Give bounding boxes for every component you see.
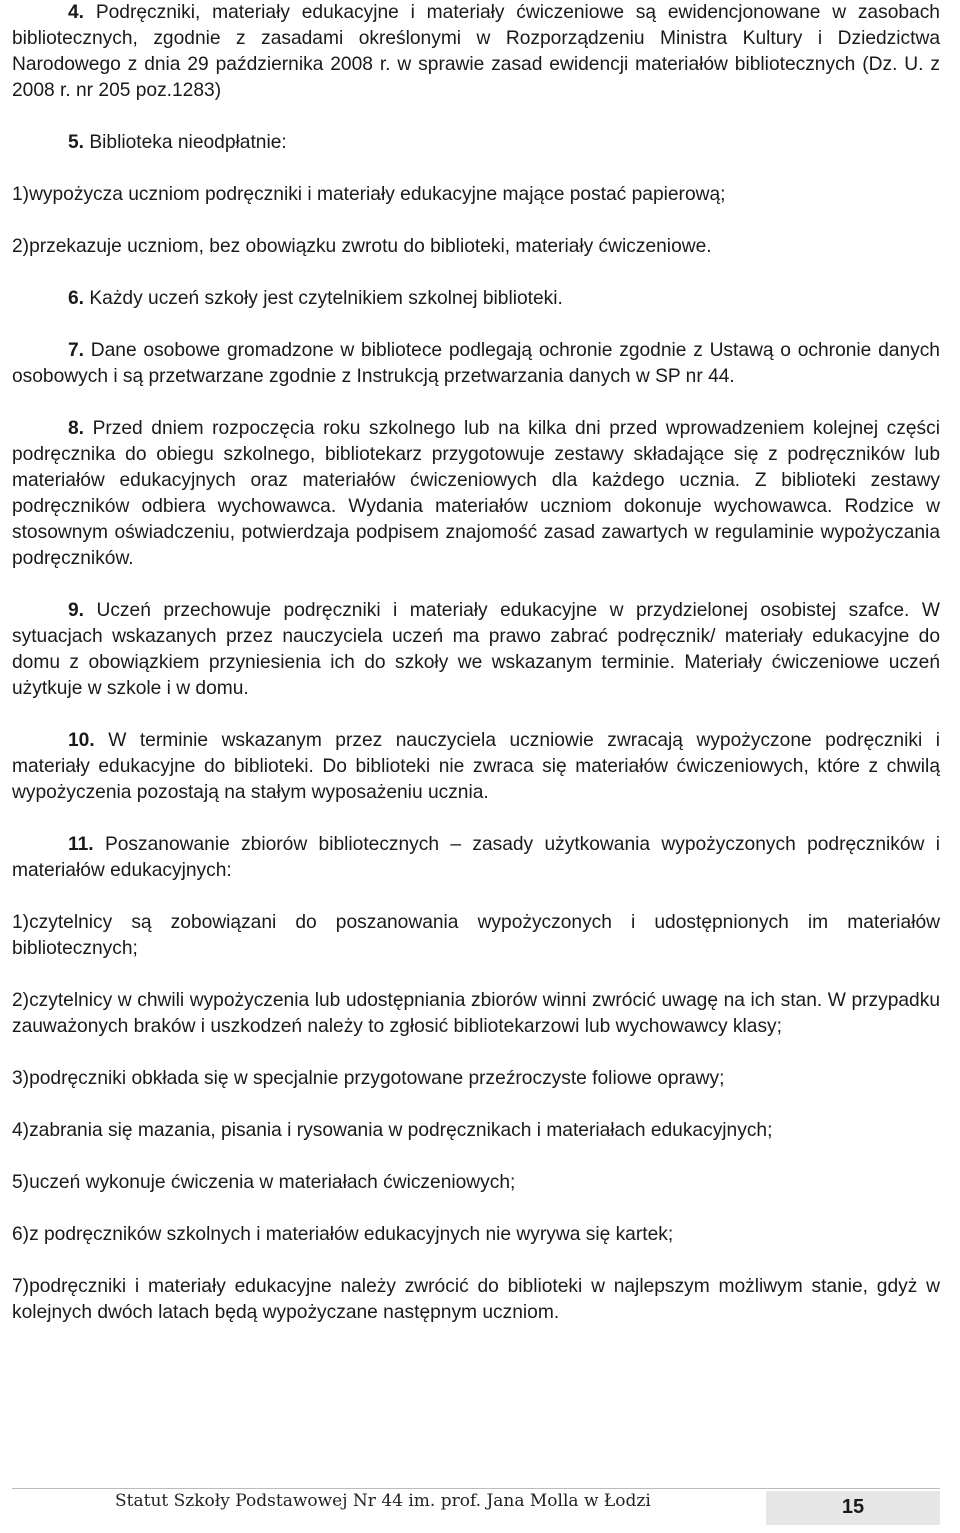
list-item xyxy=(12,1274,940,1326)
item-text: czytelnicy w chwili wypożyczenia lub udostępniania zbiorów winni zwrócić uwagę na ich stan. W przypadku zauważonych braków i uszkodzeń należy to zgłosić bibliotekarzowi lub wychowawcy klasy; xyxy=(12,990,940,1037)
paragraph-5 xyxy=(12,130,940,156)
footer-title: Statut Szkoły Podstawowej Nr 44 im. prof. Jana Molla w Łodzi xyxy=(115,1491,651,1511)
paragraph-text: Każdy uczeń szkoły jest czytelnikiem szkolnej biblioteki. xyxy=(89,288,563,309)
item-number: 3) xyxy=(12,1068,30,1089)
list-item xyxy=(12,1170,940,1196)
item-text: zabrania się mazania, pisania i rysowania w podręcznikach i materiałach edukacyjnych; xyxy=(29,1120,773,1141)
item-number: 1) xyxy=(12,184,30,205)
paragraph-number: 8. xyxy=(68,418,85,439)
item-number: 4) xyxy=(12,1120,30,1141)
paragraph-11 xyxy=(12,832,940,884)
paragraph-number: 9. xyxy=(68,600,85,621)
footer-divider xyxy=(12,1488,940,1489)
paragraph-text: Poszanowanie zbiorów bibliotecznych – zasady użytkowania wypożyczonych podręczników i materiałów edukacyjnych: xyxy=(12,834,940,881)
item-text: wypożycza uczniom podręczniki i materiały edukacyjne mające postać papierową; xyxy=(29,184,726,205)
paragraph-number: 11. xyxy=(68,834,94,855)
paragraph-number: 7. xyxy=(68,340,85,361)
paragraph-7 xyxy=(12,338,940,390)
list-item xyxy=(12,910,940,962)
item-text: podręczniki i materiały edukacyjne należy zwrócić do biblioteki w najlepszym możliwym stanie, gdyż w kolejnych dwóch latach będą wypożyczane następnym uczniom. xyxy=(12,1276,940,1323)
paragraph-text: W terminie wskazanym przez nauczyciela uczniowie zwracają wypożyczone podręczniki i materiały edukacyjne do biblioteki. Do biblioteki nie zwraca się materiałów ćwiczeniowych, które z chwilą wypożyczenia pozostają na stałym wyposażeniu ucznia. xyxy=(12,730,940,803)
item-number: 2) xyxy=(12,990,30,1011)
page-number-box xyxy=(766,1491,940,1525)
paragraph-9 xyxy=(12,598,940,702)
paragraph-number: 6. xyxy=(68,288,85,309)
paragraph-10 xyxy=(12,728,940,806)
paragraph-text: Podręczniki, materiały edukacyjne i materiały ćwiczeniowe są ewidencjonowane w zasobach bibliotecznych, zgodnie z zasadami określonymi w Rozporządzeniu Ministra Kultury i Dziedzictwa Narodowego z dnia 29 października 2008 r. w sprawie zasad ewidencji materiałów bibliotecznych (Dz. U. z 2008 r. nr 205 poz.1283) xyxy=(12,2,940,101)
item-text: z podręczników szkolnych i materiałów edukacyjnych nie wyrywa się kartek; xyxy=(29,1224,674,1245)
page-number: 15 xyxy=(841,1496,865,1518)
paragraph-text: Dane osobowe gromadzone w bibliotece podlegają ochronie zgodnie z Ustawą o ochronie danych osobowych i są przetwarzane zgodnie z Instrukcją przetwarzania danych w SP nr 44. xyxy=(12,340,940,387)
list-item xyxy=(12,988,940,1040)
item-number: 7) xyxy=(12,1276,30,1297)
paragraph-number: 10. xyxy=(68,730,95,751)
item-text: czytelnicy są zobowiązani do poszanowania wypożyczonych i udostępnionych im materiałów bibliotecznych; xyxy=(12,912,940,959)
list-item xyxy=(12,234,940,260)
list-item xyxy=(12,1066,940,1092)
item-number: 2) xyxy=(12,236,30,257)
paragraph-number: 4. xyxy=(68,2,85,23)
item-number: 1) xyxy=(12,912,30,933)
list-item xyxy=(12,1118,940,1144)
list-item xyxy=(12,1222,940,1248)
paragraph-6 xyxy=(12,286,940,312)
item-number: 6) xyxy=(12,1224,30,1245)
paragraph-text: Przed dniem rozpoczęcia roku szkolnego lub na kilka dni przed wprowadzeniem kolejnej części podręcznika do obiegu szkolnego, bibliotekarz przygotowuje zestawy składające się z podręczników lub materiałów edukacyjnych oraz materiałów ćwiczeniowych dla każdego ucznia. Z biblioteki zestawy podręczników odbiera wychowawca. Wydania materiałów uczniom dokonuje wychowawca. Rodzice w stosownym oświadczeniu, potwierdzaja podpisem znajomość zasad zawartych w regulaminie wypożyczania podręczników. xyxy=(12,418,940,569)
paragraph-number: 5. xyxy=(68,132,85,153)
item-text: uczeń wykonuje ćwiczenia w materiałach ćwiczeniowych; xyxy=(29,1172,516,1193)
paragraph-text: Biblioteka nieodpłatnie: xyxy=(89,132,287,153)
list-item xyxy=(12,182,940,208)
document-body xyxy=(12,0,940,1326)
item-number: 5) xyxy=(12,1172,30,1193)
paragraph-4 xyxy=(12,0,940,104)
paragraph-8 xyxy=(12,416,940,572)
item-text: przekazuje uczniom, bez obowiązku zwrotu do biblioteki, materiały ćwiczeniowe. xyxy=(29,236,712,257)
paragraph-text: Uczeń przechowuje podręczniki i materiały edukacyjne w przydzielonej osobistej szafce. W sytuacjach wskazanych przez nauczyciela uczeń ma prawo zabrać podręcznik/ materiały edukacyjne do domu z obowiązkiem przyniesienia ich do szkoły we wskazanym terminie. Materiały ćwiczeniowe uczeń użytkuje w szkole i w domu. xyxy=(12,600,940,699)
item-text: podręczniki obkłada się w specjalnie przygotowane przeźroczyste foliowe oprawy; xyxy=(29,1068,725,1089)
